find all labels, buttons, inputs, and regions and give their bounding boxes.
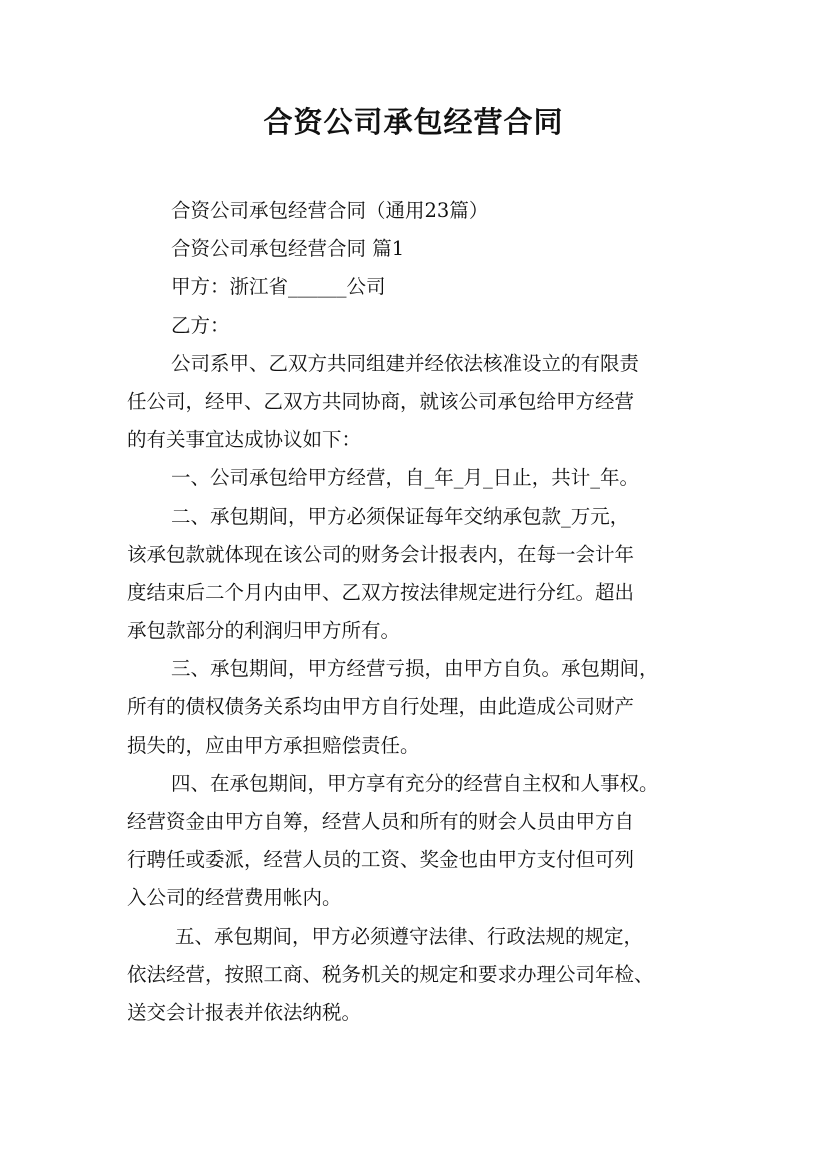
subtitle-line: 合资公司承包经营合同（通用23篇）	[171, 199, 489, 222]
party-a-line: 甲方：浙江省______公司	[171, 275, 386, 299]
clause-4-line: 经营资金由甲方自筹，经营人员和所有的财会人员由甲方自	[127, 810, 635, 833]
clause-2-line: 度结束后二个月内由甲、乙双方按法律规定进行分红。超出	[127, 580, 635, 604]
clause-4-line: 四、在承包期间，甲方享有充分的经营自主权和人事权。	[171, 771, 659, 795]
clause-5-line: 依法经营，按照工商、税务机关的规定和要求办理公司年检、	[127, 962, 654, 986]
clause-2-line: 二、承包期间，甲方必须保证每年交纳承包款_万元，	[171, 504, 630, 528]
clause-4-line: 入公司的经营费用帐内。	[127, 886, 342, 910]
paragraph-line: 公司系甲、乙双方共同组建并经依法核准设立的有限责	[171, 351, 640, 375]
document-title: 合资公司承包经营合同	[263, 105, 564, 139]
clause-1-line: 一、公司承包给甲方经营，自_年_月_日止，共计_年。	[171, 466, 640, 490]
clause-3-line: 损失的，应由甲方承担赔偿责任。	[127, 733, 420, 757]
party-b-line: 乙方：	[171, 313, 230, 337]
clause-3-line: 所有的债权债务关系均由甲方自行处理，由此造成公司财产	[127, 695, 635, 719]
clause-5-line: 送交会计报表并依法纳税。	[127, 1000, 362, 1024]
paragraph-line: 任公司，经甲、乙双方共同协商，就该公司承包给甲方经营	[127, 389, 635, 413]
clause-3-line: 三、承包期间，甲方经营亏损，由甲方自负。承包期间，	[171, 657, 659, 681]
paragraph-line: 的有关事宜达成协议如下：	[127, 428, 362, 452]
clause-2-line: 承包款部分的利润归甲方所有。	[127, 619, 401, 643]
clause-2-line: 该承包款就体现在该公司的财务会计报表内，在每一会计年	[127, 542, 635, 566]
document-body	[127, 192, 717, 1032]
section-heading: 合资公司承包经营合同 篇1	[171, 237, 405, 261]
clause-4-line: 行聘任或委派，经营人员的工资、奖金也由甲方支付但可列	[127, 848, 635, 872]
clause-5-line: 五、承包期间，甲方必须遵守法律、行政法规的规定，	[175, 924, 644, 948]
